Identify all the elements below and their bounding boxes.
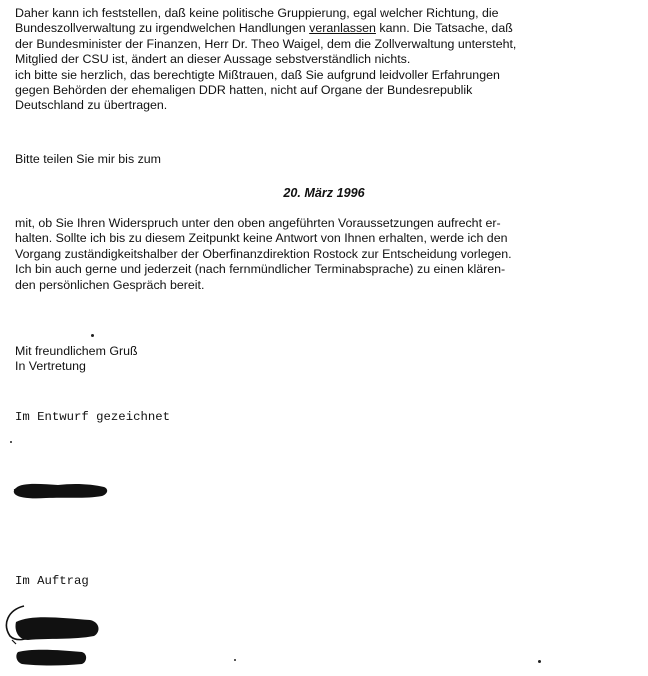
text-fragment: Bundeszollverwaltung zu irgendwelchen Handlungen: [15, 21, 310, 36]
underlined-word: veranlassen: [309, 21, 376, 36]
scan-speck: [91, 334, 94, 337]
redacted-name-block: [12, 478, 112, 502]
text-line: den persönlichen Gespräch bereit.: [15, 277, 205, 292]
text-line: Ich bin auch gerne und jederzeit (nach fernmündlicher Terminabsprache) zu einen klären-: [15, 262, 506, 277]
text-fragment: kann. Die Tatsache, daß: [375, 21, 513, 36]
request-line: Bitte teilen Sie mir bis zum: [15, 152, 161, 166]
scan-speck: [538, 660, 541, 663]
text-line: Vorgang zuständigkeitshalber der Oberfinanzdirektion Rostock zur Entscheidung vorlegen.: [15, 246, 512, 261]
representation-note: In Vertretung: [15, 359, 86, 374]
closing-block: [15, 344, 640, 375]
text-line: der Bundesminister der Finanzen, Herr Dr. Theo Waigel, dem die Zollverwaltung untersteht,: [15, 36, 517, 51]
draft-signed-note: Im Entwurf gezeichnet: [15, 410, 170, 424]
scan-speck: [10, 441, 12, 443]
text-line: ich bitte sie herzlich, das berechtigte Mißtrauen, daß Sie aufgrund leidvoller Erfahrungen: [15, 67, 500, 82]
deadline-date: 20. März 1996: [283, 186, 365, 200]
paragraph-request: [15, 216, 640, 293]
text-line: Mitglied der CSU ist, ändert an dieser Aussage sebstverständlich nichts.: [15, 52, 411, 67]
scan-speck: [234, 659, 236, 661]
text-line: halten. Sollte ich bis zu diesem Zeitpunkt keine Antwort von Ihnen erhalten, werde ich den: [15, 231, 508, 246]
redacted-signature: [2, 600, 112, 670]
text-line: [15, 21, 640, 36]
text-line: Daher kann ich feststellen, daß keine politische Gruppierung, egal welcher Richtung, die: [15, 6, 499, 20]
closing-greeting: Mit freundlichem Gruß: [15, 344, 138, 358]
paragraph-statement: [15, 6, 640, 114]
text-line: gegen Behörden der ehemaligen DDR hatten, nicht auf Organe der Bundesrepublik: [15, 83, 473, 98]
on-behalf-note: Im Auftrag: [15, 574, 89, 588]
text-line: Deutschland zu übertragen.: [15, 98, 168, 113]
text-line: mit, ob Sie Ihren Widerspruch unter den oben angeführten Voraussetzungen aufrecht er-: [15, 216, 501, 230]
